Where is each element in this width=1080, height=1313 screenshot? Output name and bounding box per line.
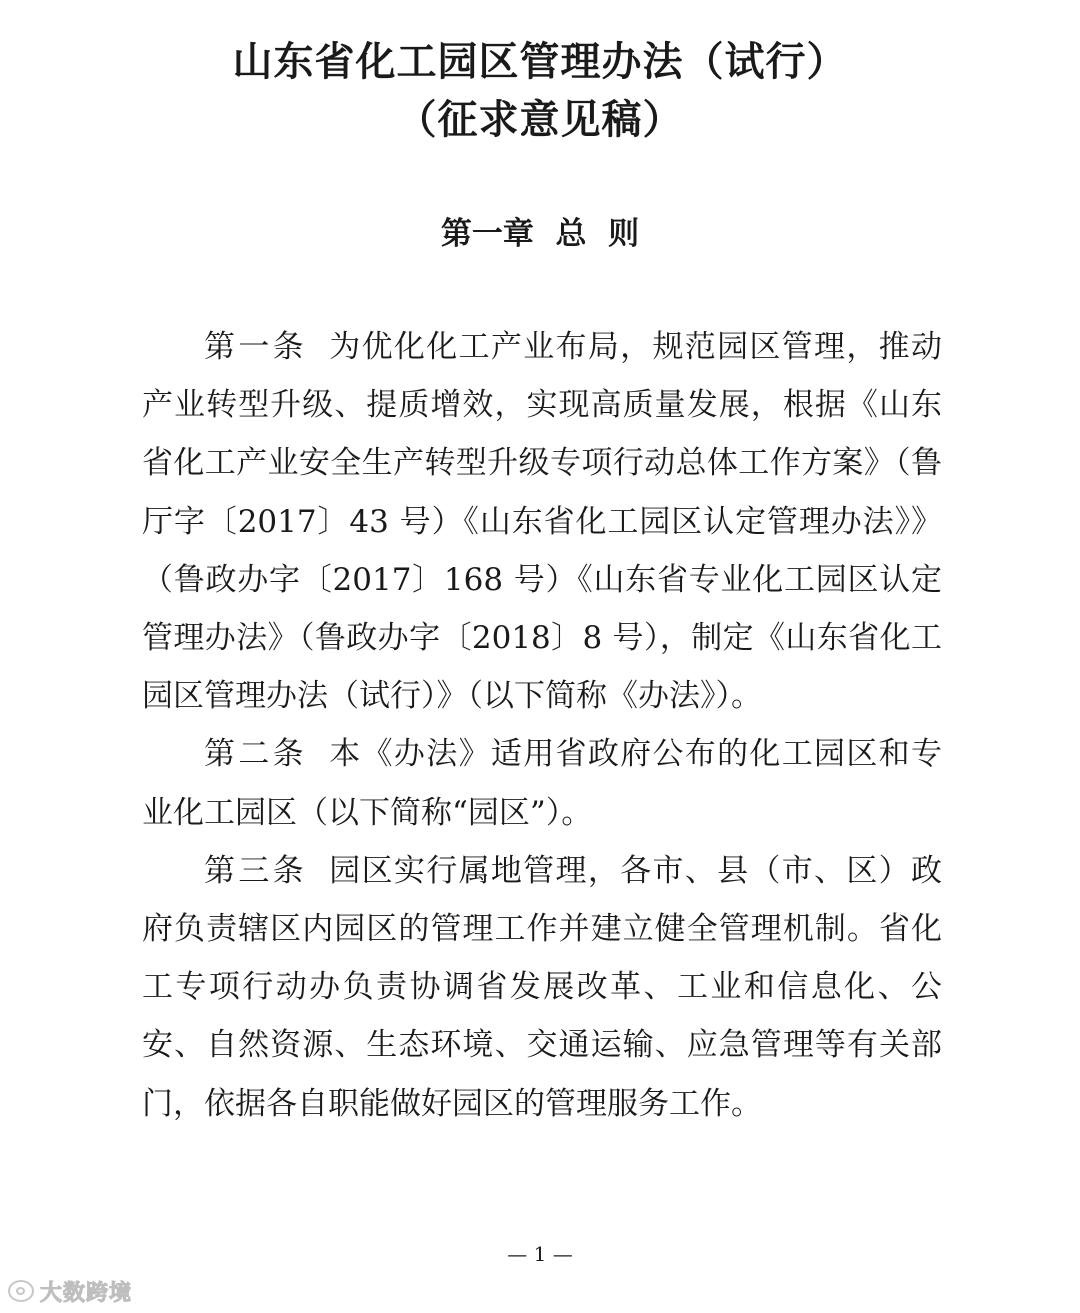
article-2 xyxy=(142,725,942,841)
article-label: 第三条 xyxy=(204,852,307,889)
article-text: 本《办法》适用省政府公布的化工园区和专业化工园区（以下简称“园区”）。 xyxy=(142,736,942,831)
article-text: 园区实行属地管理，各市、县（市、区）政府负责辖区内园区的管理工作并建立健全管理机制。省化工专项行动办负责协调省发展改革、工业和信息化、公安、自然资源、生态环境、交通运输、应急管理等有关部门，依据各自职能做好园区的管理服务工作。 xyxy=(142,852,942,1122)
article-label: 第二条 xyxy=(204,736,307,773)
brand-logo-icon xyxy=(8,1280,34,1302)
document-body xyxy=(142,318,942,1133)
document-subtitle: （征求意见稿） xyxy=(396,96,684,143)
page-number: — 1 — xyxy=(507,1242,573,1266)
article-text: 为优化化工产业布局，规范园区管理，推动产业转型升级、提质增效，实现高质量发展，根据《山东省化工产业安全生产转型升级专项行动总体工作方案》（鲁厅字〔2017〕43 号）《山东省化工园区认定管理办法》》（鲁政办字〔2017〕168 号）《山东省专业化工园区认定管理办法》（鲁政办字〔2018〕8 号），制定《山东省化工园区管理办法（试行）》（以下简称《办法》）。 xyxy=(142,329,942,715)
document-title: 山东省化工园区管理办法（试行） xyxy=(232,38,848,85)
article-3 xyxy=(142,842,942,1133)
article-1 xyxy=(142,318,942,725)
watermark-text: 大数跨境 xyxy=(40,1280,133,1306)
article-label: 第一条 xyxy=(204,329,307,365)
chapter-heading: 第一章 总 则 xyxy=(440,216,640,252)
watermark xyxy=(8,1276,132,1306)
